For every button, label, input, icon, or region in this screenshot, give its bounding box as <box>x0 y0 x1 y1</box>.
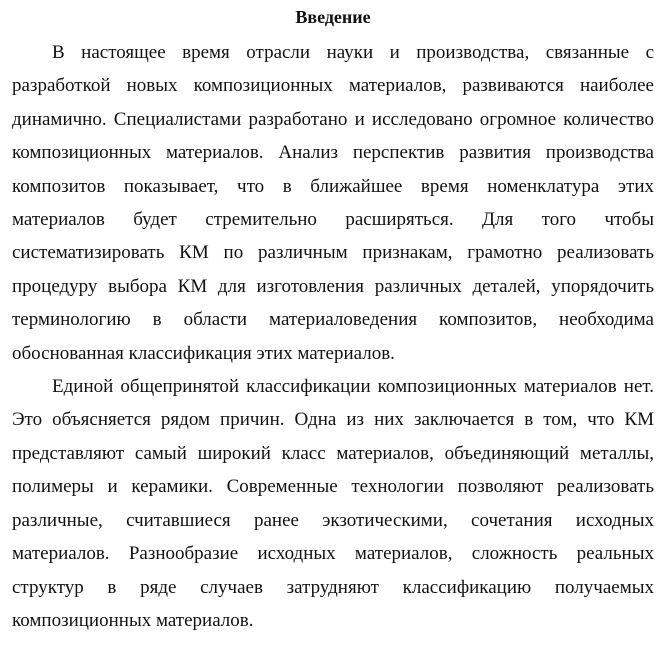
paragraph-2: Единой общепринятой классификации композиционных материалов нет. Это объясняется рядом причин. Одна из них заключается в том, что КМ представляют самый широкий класс материалов, объединяющий металлы, полимеры и керамики. Современные технологии позволяют реализовать различные, считавшиеся ранее экзотическими, сочетания исходных материалов. Разнообразие исходных материалов, сложность реальных структур в ряде случаев затрудняют классификацию получаемых композиционных материалов. <box>12 376 654 631</box>
paragraph-1: В настоящее время отрасли науки и производства, связанные с разработкой новых композиционных материалов, развиваются наиболее динамично. Специалистами разработано и исследовано огромное количество композиционных материалов. Анализ перспектив развития производства композитов показывает, что в ближайшее время номенклатура этих материалов будет стремительно расширяться. Для того чтобы систематизировать КМ по различным признакам, грамотно реализовать процедуру выбора КМ для изготовления различных деталей, упорядочить терминологию в области материаловедения композитов, необходима обоснованная классификация этих материалов. <box>12 42 654 364</box>
document-page <box>12 6 654 637</box>
section-heading: Введение <box>295 7 371 27</box>
